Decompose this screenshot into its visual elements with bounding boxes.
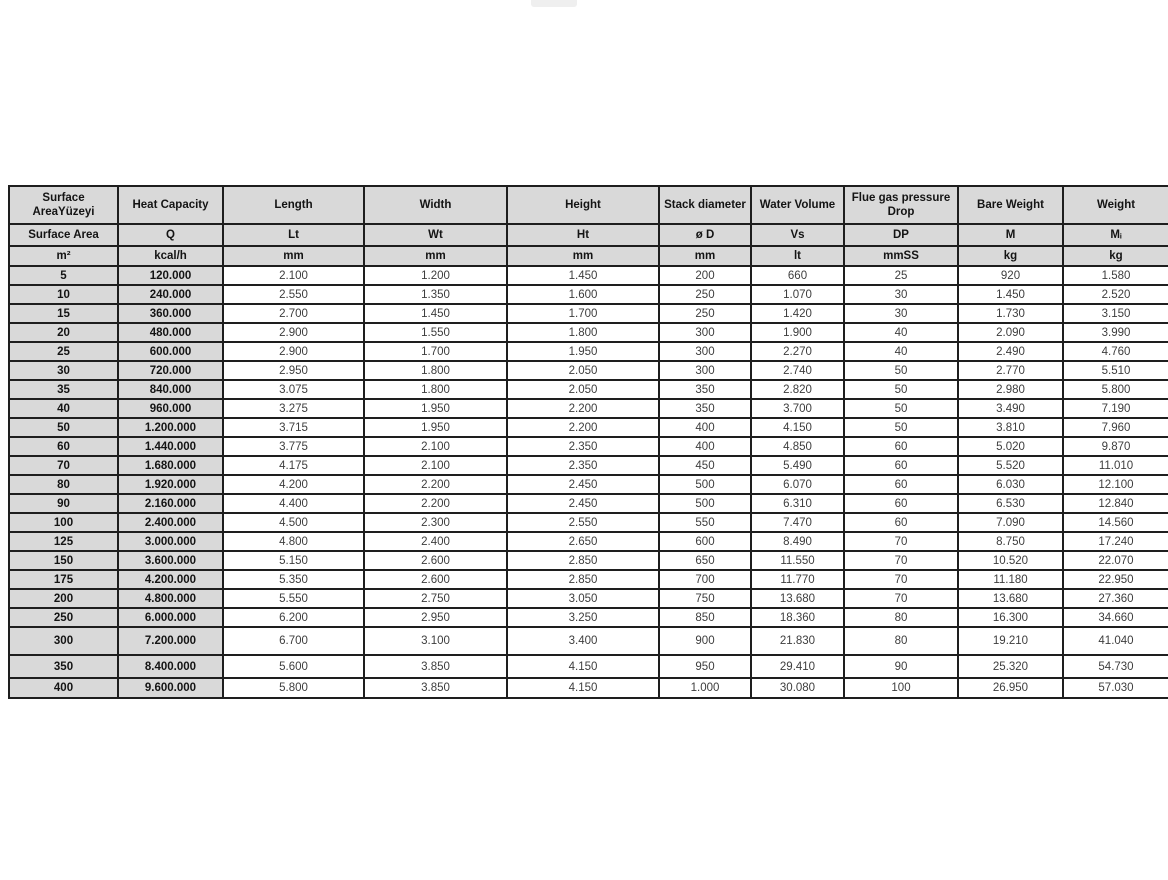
cell-water-volume: 13.680 <box>751 589 844 608</box>
column-unit-height: mm <box>507 246 659 266</box>
cell-surface-area: 125 <box>9 532 118 551</box>
cell-stack-diameter: 1.000 <box>659 678 751 698</box>
cell-stack-diameter: 250 <box>659 304 751 323</box>
cell-bare-weight: 3.490 <box>958 399 1063 418</box>
cell-bare-weight: 10.520 <box>958 551 1063 570</box>
cell-water-volume: 11.550 <box>751 551 844 570</box>
cell-height: 2.350 <box>507 456 659 475</box>
cell-length: 5.600 <box>223 655 364 678</box>
cell-width: 3.850 <box>364 655 507 678</box>
cell-heat-capacity: 480.000 <box>118 323 223 342</box>
cell-heat-capacity: 1.680.000 <box>118 456 223 475</box>
cell-weight: 2.520 <box>1063 285 1168 304</box>
cell-water-volume: 6.070 <box>751 475 844 494</box>
column-symbol-surface-area: Surface Area <box>9 224 118 246</box>
cell-heat-capacity: 720.000 <box>118 361 223 380</box>
cell-water-volume: 1.900 <box>751 323 844 342</box>
cell-width: 1.200 <box>364 266 507 285</box>
table-row <box>9 399 1168 418</box>
cell-water-volume: 30.080 <box>751 678 844 698</box>
cell-width: 2.950 <box>364 608 507 627</box>
cell-heat-capacity: 4.200.000 <box>118 570 223 589</box>
column-unit-water-volume: lt <box>751 246 844 266</box>
cell-flue-gas-pressure-drop: 50 <box>844 418 958 437</box>
cell-width: 2.750 <box>364 589 507 608</box>
spec-table-header <box>9 186 1168 266</box>
cell-length: 3.275 <box>223 399 364 418</box>
cell-surface-area: 300 <box>9 627 118 655</box>
cell-weight: 7.190 <box>1063 399 1168 418</box>
cell-surface-area: 70 <box>9 456 118 475</box>
cell-surface-area: 40 <box>9 399 118 418</box>
cell-heat-capacity: 8.400.000 <box>118 655 223 678</box>
cell-length: 5.550 <box>223 589 364 608</box>
cell-surface-area: 250 <box>9 608 118 627</box>
column-title-flue-gas-pressure-drop: Flue gas pressure Drop <box>844 186 958 224</box>
cell-weight: 9.870 <box>1063 437 1168 456</box>
column-symbol-water-volume: Vs <box>751 224 844 246</box>
cell-surface-area: 35 <box>9 380 118 399</box>
table-row <box>9 418 1168 437</box>
cell-surface-area: 25 <box>9 342 118 361</box>
cell-height: 2.200 <box>507 399 659 418</box>
cell-surface-area: 20 <box>9 323 118 342</box>
column-unit-bare-weight: kg <box>958 246 1063 266</box>
cell-heat-capacity: 2.400.000 <box>118 513 223 532</box>
column-symbol-stack-diameter: ø D <box>659 224 751 246</box>
cell-flue-gas-pressure-drop: 25 <box>844 266 958 285</box>
column-title-water-volume: Water Volume <box>751 186 844 224</box>
column-title-heat-capacity: Heat Capacity <box>118 186 223 224</box>
cell-weight: 22.070 <box>1063 551 1168 570</box>
cell-surface-area: 400 <box>9 678 118 698</box>
cell-heat-capacity: 3.600.000 <box>118 551 223 570</box>
cell-width: 2.100 <box>364 456 507 475</box>
cell-height: 3.400 <box>507 627 659 655</box>
watermark-remnant <box>531 0 577 7</box>
cell-length: 3.715 <box>223 418 364 437</box>
cell-weight: 5.510 <box>1063 361 1168 380</box>
cell-length: 5.150 <box>223 551 364 570</box>
column-unit-heat-capacity: kcal/h <box>118 246 223 266</box>
cell-weight: 54.730 <box>1063 655 1168 678</box>
cell-water-volume: 6.310 <box>751 494 844 513</box>
cell-bare-weight: 3.810 <box>958 418 1063 437</box>
column-title-weight: Weight <box>1063 186 1168 224</box>
cell-flue-gas-pressure-drop: 60 <box>844 475 958 494</box>
cell-water-volume: 4.850 <box>751 437 844 456</box>
cell-flue-gas-pressure-drop: 60 <box>844 456 958 475</box>
cell-bare-weight: 16.300 <box>958 608 1063 627</box>
cell-stack-diameter: 300 <box>659 323 751 342</box>
cell-bare-weight: 6.530 <box>958 494 1063 513</box>
cell-stack-diameter: 600 <box>659 532 751 551</box>
column-title-height: Height <box>507 186 659 224</box>
cell-width: 1.950 <box>364 418 507 437</box>
table-row <box>9 513 1168 532</box>
cell-length: 6.700 <box>223 627 364 655</box>
cell-water-volume: 660 <box>751 266 844 285</box>
cell-surface-area: 100 <box>9 513 118 532</box>
table-row <box>9 475 1168 494</box>
cell-stack-diameter: 400 <box>659 418 751 437</box>
column-title-stack-diameter: Stack diameter <box>659 186 751 224</box>
cell-weight: 3.150 <box>1063 304 1168 323</box>
cell-water-volume: 7.470 <box>751 513 844 532</box>
cell-water-volume: 2.740 <box>751 361 844 380</box>
cell-length: 4.800 <box>223 532 364 551</box>
table-row <box>9 655 1168 678</box>
cell-height: 1.800 <box>507 323 659 342</box>
cell-weight: 5.800 <box>1063 380 1168 399</box>
cell-water-volume: 21.830 <box>751 627 844 655</box>
cell-bare-weight: 8.750 <box>958 532 1063 551</box>
column-unit-width: mm <box>364 246 507 266</box>
cell-surface-area: 175 <box>9 570 118 589</box>
cell-flue-gas-pressure-drop: 80 <box>844 608 958 627</box>
cell-length: 2.950 <box>223 361 364 380</box>
cell-stack-diameter: 500 <box>659 475 751 494</box>
cell-width: 1.800 <box>364 361 507 380</box>
cell-surface-area: 350 <box>9 655 118 678</box>
cell-weight: 1.580 <box>1063 266 1168 285</box>
cell-stack-diameter: 450 <box>659 456 751 475</box>
column-symbol-heat-capacity: Q <box>118 224 223 246</box>
cell-water-volume: 11.770 <box>751 570 844 589</box>
cell-surface-area: 30 <box>9 361 118 380</box>
cell-bare-weight: 26.950 <box>958 678 1063 698</box>
cell-heat-capacity: 600.000 <box>118 342 223 361</box>
cell-flue-gas-pressure-drop: 50 <box>844 399 958 418</box>
cell-length: 4.200 <box>223 475 364 494</box>
cell-water-volume: 2.270 <box>751 342 844 361</box>
cell-width: 2.600 <box>364 551 507 570</box>
cell-water-volume: 3.700 <box>751 399 844 418</box>
cell-bare-weight: 1.730 <box>958 304 1063 323</box>
cell-water-volume: 18.360 <box>751 608 844 627</box>
cell-water-volume: 4.150 <box>751 418 844 437</box>
cell-bare-weight: 6.030 <box>958 475 1063 494</box>
cell-height: 2.450 <box>507 475 659 494</box>
cell-surface-area: 10 <box>9 285 118 304</box>
cell-flue-gas-pressure-drop: 80 <box>844 627 958 655</box>
cell-flue-gas-pressure-drop: 40 <box>844 342 958 361</box>
column-title-width: Width <box>364 186 507 224</box>
cell-bare-weight: 5.020 <box>958 437 1063 456</box>
cell-flue-gas-pressure-drop: 50 <box>844 380 958 399</box>
cell-height: 3.250 <box>507 608 659 627</box>
cell-stack-diameter: 550 <box>659 513 751 532</box>
cell-stack-diameter: 650 <box>659 551 751 570</box>
cell-height: 2.450 <box>507 494 659 513</box>
cell-surface-area: 150 <box>9 551 118 570</box>
header-row-unit <box>9 246 1168 266</box>
column-symbol-width: Wt <box>364 224 507 246</box>
column-title-length: Length <box>223 186 364 224</box>
cell-bare-weight: 13.680 <box>958 589 1063 608</box>
cell-bare-weight: 2.490 <box>958 342 1063 361</box>
cell-stack-diameter: 350 <box>659 380 751 399</box>
cell-surface-area: 15 <box>9 304 118 323</box>
cell-water-volume: 1.070 <box>751 285 844 304</box>
cell-surface-area: 200 <box>9 589 118 608</box>
cell-flue-gas-pressure-drop: 60 <box>844 513 958 532</box>
column-title-surface-area: Surface AreaYüzeyi <box>9 186 118 224</box>
cell-height: 2.050 <box>507 361 659 380</box>
cell-heat-capacity: 3.000.000 <box>118 532 223 551</box>
cell-length: 4.500 <box>223 513 364 532</box>
cell-length: 6.200 <box>223 608 364 627</box>
cell-bare-weight: 11.180 <box>958 570 1063 589</box>
table-row <box>9 437 1168 456</box>
cell-stack-diameter: 900 <box>659 627 751 655</box>
table-row <box>9 304 1168 323</box>
cell-weight: 34.660 <box>1063 608 1168 627</box>
table-row <box>9 608 1168 627</box>
table-row <box>9 285 1168 304</box>
cell-bare-weight: 7.090 <box>958 513 1063 532</box>
cell-stack-diameter: 200 <box>659 266 751 285</box>
cell-width: 2.100 <box>364 437 507 456</box>
cell-weight: 17.240 <box>1063 532 1168 551</box>
cell-bare-weight: 2.980 <box>958 380 1063 399</box>
cell-heat-capacity: 1.200.000 <box>118 418 223 437</box>
column-unit-surface-area: m² <box>9 246 118 266</box>
cell-width: 2.200 <box>364 494 507 513</box>
cell-width: 3.100 <box>364 627 507 655</box>
cell-heat-capacity: 7.200.000 <box>118 627 223 655</box>
cell-heat-capacity: 4.800.000 <box>118 589 223 608</box>
table-row <box>9 678 1168 698</box>
table-row <box>9 380 1168 399</box>
cell-length: 5.800 <box>223 678 364 698</box>
cell-stack-diameter: 250 <box>659 285 751 304</box>
column-symbol-bare-weight: M <box>958 224 1063 246</box>
cell-length: 2.550 <box>223 285 364 304</box>
cell-height: 1.700 <box>507 304 659 323</box>
cell-stack-diameter: 700 <box>659 570 751 589</box>
cell-height: 2.850 <box>507 570 659 589</box>
cell-height: 2.200 <box>507 418 659 437</box>
cell-water-volume: 5.490 <box>751 456 844 475</box>
cell-weight: 14.560 <box>1063 513 1168 532</box>
column-unit-weight: kg <box>1063 246 1168 266</box>
column-symbol-flue-gas-pressure-drop: DP <box>844 224 958 246</box>
cell-stack-diameter: 950 <box>659 655 751 678</box>
cell-stack-diameter: 400 <box>659 437 751 456</box>
cell-bare-weight: 920 <box>958 266 1063 285</box>
cell-length: 2.900 <box>223 342 364 361</box>
cell-weight: 7.960 <box>1063 418 1168 437</box>
cell-flue-gas-pressure-drop: 40 <box>844 323 958 342</box>
cell-flue-gas-pressure-drop: 90 <box>844 655 958 678</box>
cell-heat-capacity: 840.000 <box>118 380 223 399</box>
cell-flue-gas-pressure-drop: 70 <box>844 570 958 589</box>
column-symbol-weight: Mᵢ <box>1063 224 1168 246</box>
column-unit-flue-gas-pressure-drop: mmSS <box>844 246 958 266</box>
cell-stack-diameter: 300 <box>659 361 751 380</box>
cell-heat-capacity: 960.000 <box>118 399 223 418</box>
table-row <box>9 494 1168 513</box>
cell-heat-capacity: 9.600.000 <box>118 678 223 698</box>
cell-stack-diameter: 850 <box>659 608 751 627</box>
cell-width: 2.300 <box>364 513 507 532</box>
table-row <box>9 570 1168 589</box>
cell-water-volume: 1.420 <box>751 304 844 323</box>
cell-length: 5.350 <box>223 570 364 589</box>
cell-length: 3.775 <box>223 437 364 456</box>
table-row <box>9 266 1168 285</box>
cell-water-volume: 29.410 <box>751 655 844 678</box>
header-row-symbol <box>9 224 1168 246</box>
cell-heat-capacity: 1.440.000 <box>118 437 223 456</box>
cell-width: 1.550 <box>364 323 507 342</box>
cell-weight: 3.990 <box>1063 323 1168 342</box>
cell-length: 2.900 <box>223 323 364 342</box>
cell-flue-gas-pressure-drop: 70 <box>844 589 958 608</box>
cell-weight: 4.760 <box>1063 342 1168 361</box>
table-row <box>9 551 1168 570</box>
cell-bare-weight: 2.090 <box>958 323 1063 342</box>
table-row <box>9 532 1168 551</box>
cell-weight: 27.360 <box>1063 589 1168 608</box>
cell-surface-area: 80 <box>9 475 118 494</box>
cell-bare-weight: 5.520 <box>958 456 1063 475</box>
cell-height: 2.850 <box>507 551 659 570</box>
cell-weight: 22.950 <box>1063 570 1168 589</box>
cell-width: 1.950 <box>364 399 507 418</box>
cell-weight: 12.100 <box>1063 475 1168 494</box>
cell-heat-capacity: 240.000 <box>118 285 223 304</box>
spec-table <box>8 185 1168 699</box>
cell-surface-area: 5 <box>9 266 118 285</box>
cell-stack-diameter: 350 <box>659 399 751 418</box>
cell-height: 2.050 <box>507 380 659 399</box>
header-row-title <box>9 186 1168 224</box>
cell-width: 1.450 <box>364 304 507 323</box>
cell-width: 1.700 <box>364 342 507 361</box>
table-row <box>9 361 1168 380</box>
cell-bare-weight: 1.450 <box>958 285 1063 304</box>
cell-bare-weight: 25.320 <box>958 655 1063 678</box>
cell-length: 3.075 <box>223 380 364 399</box>
cell-height: 1.950 <box>507 342 659 361</box>
cell-water-volume: 2.820 <box>751 380 844 399</box>
table-row <box>9 323 1168 342</box>
cell-width: 1.350 <box>364 285 507 304</box>
cell-heat-capacity: 1.920.000 <box>118 475 223 494</box>
cell-length: 2.100 <box>223 266 364 285</box>
column-title-bare-weight: Bare Weight <box>958 186 1063 224</box>
cell-stack-diameter: 300 <box>659 342 751 361</box>
cell-flue-gas-pressure-drop: 30 <box>844 304 958 323</box>
cell-weight: 12.840 <box>1063 494 1168 513</box>
cell-height: 4.150 <box>507 678 659 698</box>
cell-flue-gas-pressure-drop: 50 <box>844 361 958 380</box>
cell-surface-area: 50 <box>9 418 118 437</box>
table-row <box>9 627 1168 655</box>
cell-stack-diameter: 750 <box>659 589 751 608</box>
cell-height: 2.350 <box>507 437 659 456</box>
cell-weight: 11.010 <box>1063 456 1168 475</box>
spec-table-body <box>9 266 1168 698</box>
table-row <box>9 456 1168 475</box>
cell-flue-gas-pressure-drop: 70 <box>844 532 958 551</box>
cell-surface-area: 60 <box>9 437 118 456</box>
cell-heat-capacity: 6.000.000 <box>118 608 223 627</box>
cell-height: 1.450 <box>507 266 659 285</box>
cell-width: 2.400 <box>364 532 507 551</box>
cell-length: 4.400 <box>223 494 364 513</box>
cell-heat-capacity: 2.160.000 <box>118 494 223 513</box>
column-symbol-length: Lt <box>223 224 364 246</box>
table-row <box>9 589 1168 608</box>
cell-flue-gas-pressure-drop: 60 <box>844 437 958 456</box>
cell-water-volume: 8.490 <box>751 532 844 551</box>
table-row <box>9 342 1168 361</box>
cell-heat-capacity: 120.000 <box>118 266 223 285</box>
cell-weight: 57.030 <box>1063 678 1168 698</box>
cell-height: 2.650 <box>507 532 659 551</box>
cell-surface-area: 90 <box>9 494 118 513</box>
cell-flue-gas-pressure-drop: 30 <box>844 285 958 304</box>
cell-height: 4.150 <box>507 655 659 678</box>
cell-heat-capacity: 360.000 <box>118 304 223 323</box>
cell-length: 2.700 <box>223 304 364 323</box>
cell-bare-weight: 19.210 <box>958 627 1063 655</box>
column-unit-length: mm <box>223 246 364 266</box>
column-symbol-height: Ht <box>507 224 659 246</box>
cell-height: 1.600 <box>507 285 659 304</box>
cell-height: 3.050 <box>507 589 659 608</box>
cell-flue-gas-pressure-drop: 100 <box>844 678 958 698</box>
column-unit-stack-diameter: mm <box>659 246 751 266</box>
cell-weight: 41.040 <box>1063 627 1168 655</box>
cell-flue-gas-pressure-drop: 70 <box>844 551 958 570</box>
cell-length: 4.175 <box>223 456 364 475</box>
cell-width: 2.600 <box>364 570 507 589</box>
cell-flue-gas-pressure-drop: 60 <box>844 494 958 513</box>
cell-height: 2.550 <box>507 513 659 532</box>
cell-width: 1.800 <box>364 380 507 399</box>
cell-stack-diameter: 500 <box>659 494 751 513</box>
cell-width: 3.850 <box>364 678 507 698</box>
cell-bare-weight: 2.770 <box>958 361 1063 380</box>
cell-width: 2.200 <box>364 475 507 494</box>
